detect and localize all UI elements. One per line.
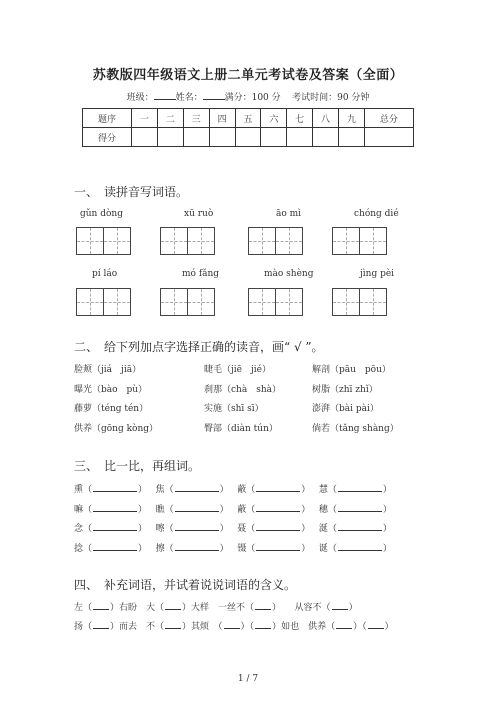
idiom-text: ）其烦 （ bbox=[182, 622, 223, 632]
score-cell[interactable] bbox=[364, 128, 413, 147]
idiom-text: ）（ bbox=[240, 622, 255, 632]
score-cell[interactable] bbox=[313, 128, 339, 147]
char-item: 蔽 bbox=[237, 485, 247, 495]
reading-option[interactable]: 藤萝（téng tén） bbox=[74, 404, 149, 414]
pinyin-label: jìng pèi bbox=[360, 269, 395, 279]
section3-title: 三、 比一比，再组词。 bbox=[74, 459, 201, 473]
char-item: 聂 bbox=[237, 524, 247, 534]
reading-option[interactable]: 臀部（diàn tún） bbox=[204, 424, 278, 434]
answer-blank[interactable] bbox=[93, 503, 137, 512]
idiom-text: ）（ bbox=[353, 622, 367, 632]
pinyin-label: chóng dié bbox=[354, 209, 399, 219]
char-item: 念 bbox=[74, 524, 84, 534]
score-table bbox=[82, 108, 414, 147]
reading-option[interactable]: 脸颊（jiá jiā） bbox=[74, 365, 142, 375]
answer-blank[interactable] bbox=[338, 483, 382, 492]
score-cell[interactable] bbox=[132, 128, 158, 147]
score-header-cell: 一 bbox=[132, 109, 158, 128]
answer-blank[interactable] bbox=[175, 503, 219, 512]
score-cell[interactable] bbox=[287, 128, 313, 147]
score-header-cell: 题序 bbox=[83, 109, 132, 128]
answer-blank[interactable] bbox=[93, 601, 109, 610]
writing-grid[interactable] bbox=[160, 227, 214, 255]
score-header-cell: 七 bbox=[287, 109, 313, 128]
reading-option[interactable]: 睫毛（jiē jié） bbox=[204, 365, 271, 375]
char-item: 瞧 bbox=[155, 505, 165, 515]
score-row-label: 得分 bbox=[83, 128, 132, 147]
reading-option[interactable]: 澎湃（bài pài） bbox=[312, 404, 379, 414]
idiom-row bbox=[74, 600, 358, 613]
word-group-row: 熏（ ） 焦（ ） 蔽（ ） 慧（ ） bbox=[74, 485, 392, 495]
score-cell[interactable] bbox=[338, 128, 364, 147]
section1-title: 一、 读拼音写词语。 bbox=[74, 185, 189, 199]
word-group-row: 捻（ ） 擦（ ） 镊（ ） 诞（ ） bbox=[74, 544, 392, 554]
answer-blank[interactable] bbox=[256, 542, 300, 551]
score-header-cell: 八 bbox=[313, 109, 339, 128]
score-header-cell: 六 bbox=[261, 109, 287, 128]
answer-blank[interactable] bbox=[175, 483, 219, 492]
answer-blank[interactable] bbox=[368, 620, 384, 629]
pinyin-label: mào shèng bbox=[264, 269, 314, 279]
score-table-header-row bbox=[83, 109, 414, 128]
idiom-text: ） bbox=[384, 622, 394, 632]
char-item: 捻 bbox=[74, 544, 84, 554]
class-label: 班级： bbox=[126, 93, 154, 103]
char-item: 慧 bbox=[318, 485, 328, 495]
idiom-text: ）如也 供养（ bbox=[272, 622, 336, 632]
reading-option[interactable]: 实施（shī sī） bbox=[204, 404, 264, 414]
idiom-text: ） 从容不（ bbox=[272, 603, 331, 613]
idiom-text: 扬（ bbox=[74, 622, 93, 632]
reading-option[interactable]: 供养（gōng kòng） bbox=[74, 424, 159, 434]
char-item: 熏 bbox=[74, 485, 84, 495]
writing-grid[interactable] bbox=[76, 227, 130, 255]
char-item: 嘛 bbox=[74, 505, 84, 515]
answer-blank[interactable] bbox=[93, 483, 137, 492]
answer-blank[interactable] bbox=[165, 601, 181, 610]
score-cell[interactable] bbox=[157, 128, 183, 147]
writing-grid[interactable] bbox=[76, 288, 130, 316]
reading-option[interactable]: 刹那（chà shà） bbox=[204, 385, 281, 395]
idiom-text: ）大样 一丝不（ bbox=[182, 603, 255, 613]
word-group-row: 念（ ） 嚓（ ） 聂（ ） 涎（ ） bbox=[74, 524, 392, 534]
section4-title: 四、 补充词语，并试着说说词语的含义。 bbox=[74, 578, 297, 592]
answer-blank[interactable] bbox=[175, 542, 219, 551]
score-cell[interactable] bbox=[209, 128, 235, 147]
answer-blank[interactable] bbox=[338, 542, 382, 551]
writing-grid[interactable] bbox=[248, 288, 302, 316]
score-table-score-row bbox=[83, 128, 414, 147]
answer-blank[interactable] bbox=[256, 503, 300, 512]
score-header-cell: 总分 bbox=[364, 109, 413, 128]
answer-blank[interactable] bbox=[175, 522, 219, 531]
answer-blank[interactable] bbox=[256, 483, 300, 492]
reading-option[interactable]: 倘若（tǎng shàng） bbox=[312, 424, 399, 434]
exam-time: 考试时间：90 分钟 bbox=[292, 93, 370, 103]
answer-blank[interactable] bbox=[93, 522, 137, 531]
answer-blank[interactable] bbox=[255, 620, 271, 629]
score-header-cell: 四 bbox=[209, 109, 235, 128]
score-cell[interactable] bbox=[183, 128, 209, 147]
reading-option[interactable]: 曝光（bào pù） bbox=[74, 385, 148, 395]
char-item: 蔽 bbox=[237, 505, 247, 515]
answer-blank[interactable] bbox=[336, 620, 352, 629]
section2-title: 二、 给下列加点字选择正确的读音，画“ √ ”。 bbox=[74, 340, 324, 354]
page-title: 苏教版四年级语文上册二单元考试卷及答案（全面） bbox=[92, 68, 404, 83]
writing-grid[interactable] bbox=[248, 227, 302, 255]
idiom-text: ） bbox=[348, 603, 358, 613]
char-item: 诞 bbox=[318, 544, 328, 554]
char-item: 镊 bbox=[237, 544, 247, 554]
answer-blank[interactable] bbox=[256, 522, 300, 531]
pinyin-label: āo mì bbox=[276, 209, 302, 219]
word-group-row: 嘛（ ） 瞧（ ） 蔽（ ） 穗（ ） bbox=[74, 505, 392, 515]
reading-option[interactable]: 解剖（pāu pōu） bbox=[312, 365, 391, 375]
idiom-text: 左（ bbox=[74, 603, 93, 613]
name-blank bbox=[203, 90, 225, 100]
score-cell[interactable] bbox=[261, 128, 287, 147]
char-item: 嚓 bbox=[155, 524, 165, 534]
name-label: 姓名： bbox=[175, 93, 203, 103]
score-header-cell: 二 bbox=[157, 109, 183, 128]
reading-option[interactable]: 树脂（zhī zhǐ） bbox=[312, 385, 378, 395]
idiom-text: ）而去 不（ bbox=[110, 622, 165, 632]
score-header-cell: 九 bbox=[338, 109, 364, 128]
class-blank bbox=[154, 90, 176, 100]
pinyin-label: pí láo bbox=[92, 269, 118, 279]
score-header-cell: 三 bbox=[183, 109, 209, 128]
answer-blank[interactable] bbox=[93, 620, 109, 629]
writing-grid[interactable] bbox=[332, 227, 386, 255]
idiom-text: ）右盼 大（ bbox=[110, 603, 165, 613]
char-item: 擦 bbox=[155, 544, 165, 554]
score-cell[interactable] bbox=[235, 128, 261, 147]
char-item: 焦 bbox=[155, 485, 165, 495]
char-item: 涎 bbox=[318, 524, 328, 534]
answer-blank[interactable] bbox=[255, 601, 271, 610]
writing-grid[interactable] bbox=[332, 288, 386, 316]
exam-info bbox=[0, 90, 496, 103]
char-item: 穗 bbox=[318, 505, 328, 515]
pinyin-label: xū ruò bbox=[184, 209, 214, 219]
pinyin-label: gǔn dòng bbox=[80, 209, 123, 219]
idiom-row bbox=[74, 619, 394, 632]
answer-blank[interactable] bbox=[332, 601, 348, 610]
score-header-cell: 五 bbox=[235, 109, 261, 128]
answer-blank[interactable] bbox=[224, 620, 240, 629]
full-score: 满分：100 分 bbox=[224, 93, 281, 103]
pinyin-label: mó fǎng bbox=[182, 269, 220, 279]
answer-blank[interactable] bbox=[338, 522, 382, 531]
answer-blank[interactable] bbox=[338, 503, 382, 512]
writing-grid[interactable] bbox=[160, 288, 214, 316]
answer-blank[interactable] bbox=[165, 620, 181, 629]
page-number: 1 / 7 bbox=[237, 674, 259, 684]
answer-blank[interactable] bbox=[93, 542, 137, 551]
